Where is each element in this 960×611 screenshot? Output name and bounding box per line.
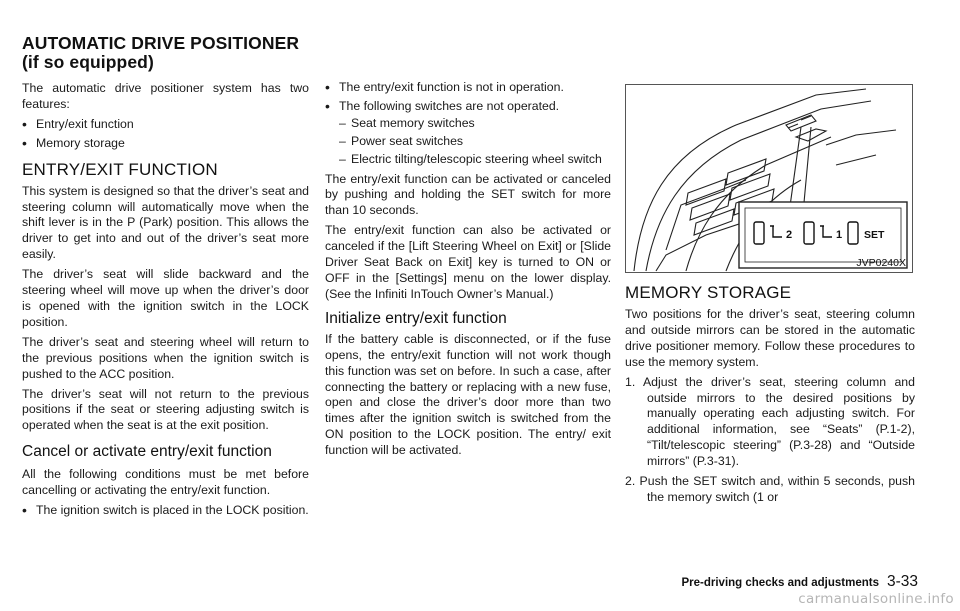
feature-item: • Entry/exit function — [22, 117, 309, 133]
switch-item: – Power seat switches — [339, 133, 464, 148]
page-footer — [628, 569, 918, 593]
memory-storage-heading: MEMORY STORAGE — [625, 283, 792, 302]
title-line-1: AUTOMATIC DRIVE POSITIONER — [22, 33, 300, 53]
column-2 — [325, 80, 611, 463]
paragraph: The entry/exit function can be activated or canceled by pushing and holding the SET switch for more than 10 seconds. — [325, 171, 611, 218]
cancel-activate-heading: Cancel or activate entry/exit function — [22, 443, 272, 461]
paragraph: The driver’s seat will slide backward and the steering wheel will move up when the driver’s door is opened with the ignition switch in the LOCK position. — [22, 267, 309, 329]
paragraph: Two positions for the driver’s seat, steering column and outside mirrors can be stored in the automatic drive positioner memory. Follow these procedures to use the memory system. — [625, 307, 915, 369]
steps-list — [625, 375, 915, 506]
door-switch-illustration — [625, 84, 913, 273]
intro-paragraph: The automatic drive positioner system has two features: — [22, 81, 309, 111]
paragraph: This system is designed so that the driver’s seat and steering column will automatically move when the shift lever is in the P (Park) position. This allows the driver to get into and out of the driver’s seat more easily. — [22, 183, 309, 262]
condition-item: • The ignition switch is placed in the LOCK position. — [22, 503, 309, 519]
page-title — [22, 34, 299, 72]
condition-list — [325, 80, 611, 115]
memory-2-label: 2 — [786, 229, 793, 241]
door-panel-drawing — [626, 85, 912, 272]
watermark: carmanualsonline.info — [798, 591, 954, 607]
page-number: 3-33 — [886, 573, 918, 590]
title-line-2: (if so equipped) — [22, 52, 154, 72]
memory-1-label: 1 — [836, 229, 843, 241]
set-label: SET — [864, 229, 885, 241]
switch-item: – Electric tilting/telescopic steering wheel switch — [339, 151, 602, 166]
step-item: 2. Push the SET switch and, within 5 seconds, push the memory switch (1 or — [625, 474, 915, 504]
switch-list — [325, 116, 611, 168]
entry-exit-heading: ENTRY/EXIT FUNCTION — [22, 159, 218, 179]
feature-item: • Memory storage — [22, 136, 309, 152]
feature-list — [22, 117, 309, 152]
column-3 — [625, 84, 915, 510]
condition-item: • The entry/exit function is not in operation. — [325, 80, 611, 96]
paragraph: The entry/exit function can also be activated or canceled if the [Lift Steering Wheel on Exit] or [Slide Driver Seat Back on Exit] key is turned to ON or OFF in the [Settings] menu on the lower display. (See the Infiniti InTouch Owner’s Manual.) — [325, 223, 611, 301]
paragraph: If the battery cable is disconnected, or if the fuse opens, the entry/exit function will not work though this function was set on before. In such a case, after connecting the battery or replacing with a new fuse, open and close the driver’s door more than two times after the ignition switch is switched from the ON position to the LOCK position. The entry/ exit function will be activated. — [325, 331, 611, 458]
switch-item: – Seat memory switches — [339, 115, 475, 130]
condition-list — [22, 503, 309, 519]
initialize-heading: Initialize entry/exit function — [325, 309, 507, 327]
paragraph: The driver’s seat and steering wheel will return to the previous positions when the ignition switch is pushed to the ACC position. — [22, 334, 309, 381]
condition-item: • The following switches are not operated. — [325, 99, 611, 115]
paragraph: All the following conditions must be met before cancelling or activating the entry/exit function. — [22, 467, 309, 498]
step-item: 1. Adjust the driver’s seat, steering column and outside mirrors to the desired positions by manually operating each adjusting switch. For additional information, see “Seats” (P.1-2), “Tilt/telescopic steering” (P.3-28) and “Outside mirrors” (P.3-31). — [625, 374, 915, 469]
footer-text — [681, 573, 918, 591]
figure-code: JVP0240X — [856, 257, 906, 269]
paragraph: The driver’s seat will not return to the previous positions if the seat or steering adjusting switch is operated when the seat is at the exit position. — [22, 386, 309, 433]
section-name: Pre-driving checks and adjustments — [681, 577, 879, 589]
column-1 — [22, 81, 309, 523]
